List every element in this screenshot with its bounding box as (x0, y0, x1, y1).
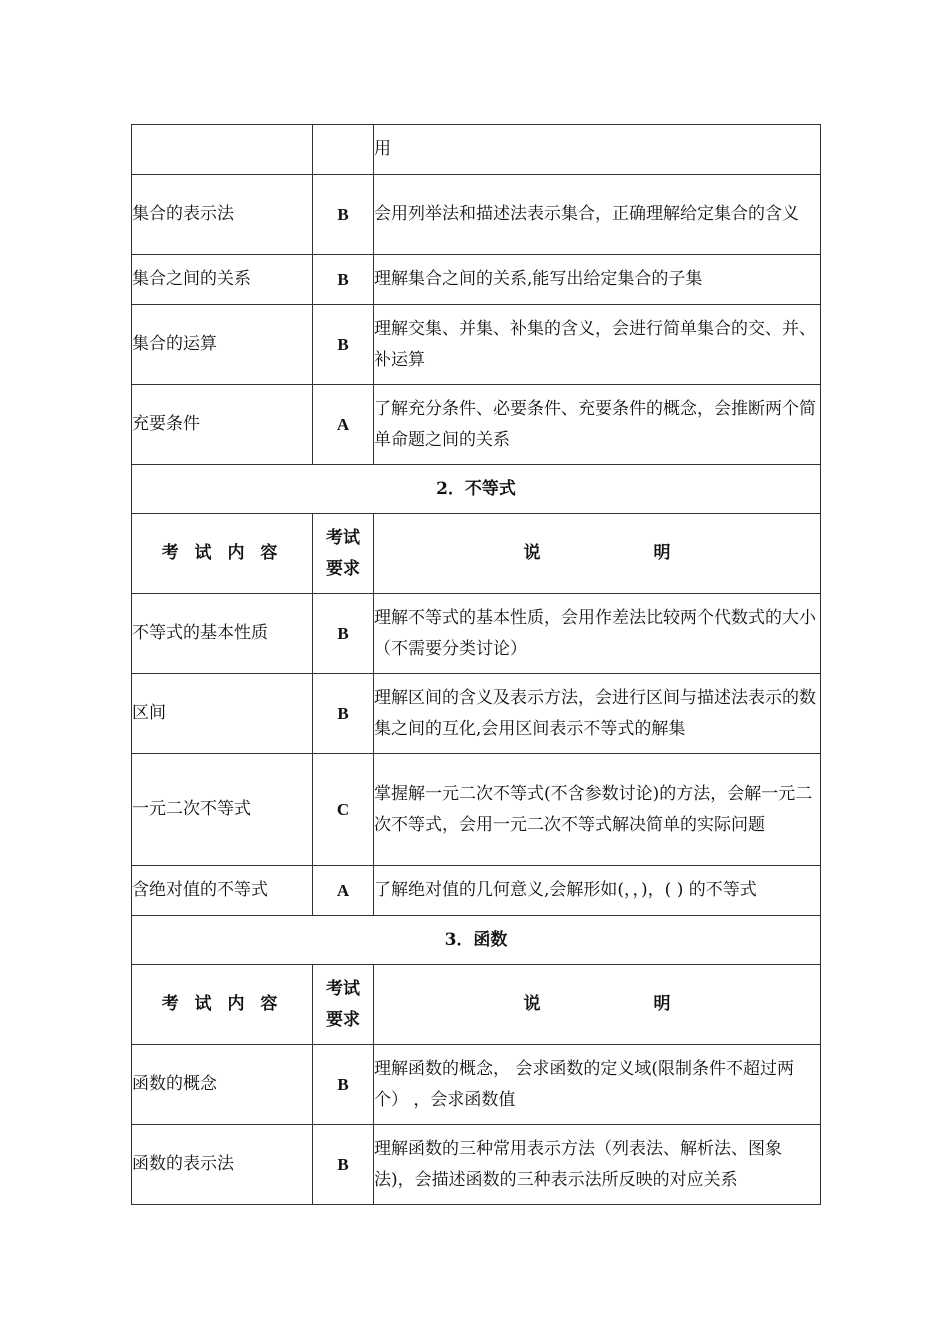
description-cell: 理解函数的概念， 会求函数的定义域(限制条件不超过两个） ，会求函数值 (374, 1045, 821, 1125)
content-cell: 不等式的基本性质 (132, 594, 313, 674)
description-cell: 理解函数的三种常用表示方法（列表法、解析法、图象法)，会描述函数的三种表示法所反映的对应关系 (374, 1125, 821, 1205)
description-cell: 了解绝对值的几何意义,会解形如(，，)，( ) 的不等式 (374, 866, 821, 916)
table-row (132, 1125, 821, 1205)
description-cell: 理解不等式的基本性质，会用作差法比较两个代数式的大小（不需要分类讨论） (374, 594, 821, 674)
table-row (132, 385, 821, 465)
description-cell: 理解集合之间的关系,能写出给定集合的子集 (374, 255, 821, 305)
table-row (132, 866, 821, 916)
table-row (132, 305, 821, 385)
content-cell (132, 125, 313, 175)
table-row (132, 175, 821, 255)
level-cell: A (313, 866, 374, 916)
header-content: 考 试 内 容 (132, 514, 313, 594)
header-requirement-line1: 考试 (326, 527, 360, 548)
requirements-table (131, 124, 821, 1205)
table-row (132, 594, 821, 674)
description-cell: 用 (374, 125, 821, 175)
level-cell: B (313, 1125, 374, 1205)
content-cell: 集合的运算 (132, 305, 313, 385)
level-cell: B (313, 175, 374, 255)
content-cell: 函数的表示法 (132, 1125, 313, 1205)
content-cell: 集合的表示法 (132, 175, 313, 255)
table-row (132, 255, 821, 305)
table-row (132, 674, 821, 754)
level-cell: B (313, 674, 374, 754)
header-description (374, 514, 821, 594)
header-description (374, 965, 821, 1045)
section-title: 2．不等式 (132, 465, 821, 514)
section-title-row (132, 465, 821, 514)
table-row (132, 754, 821, 866)
header-row (132, 965, 821, 1045)
section-title: 3．函数 (132, 916, 821, 965)
level-cell: B (313, 594, 374, 674)
content-cell: 一元二次不等式 (132, 754, 313, 866)
content-cell: 含绝对值的不等式 (132, 866, 313, 916)
header-requirement-line2: 要求 (326, 1009, 360, 1030)
level-cell: B (313, 305, 374, 385)
header-description-a: 说 (523, 543, 541, 563)
content-cell: 函数的概念 (132, 1045, 313, 1125)
description-cell: 理解交集、并集、补集的含义，会进行简单集合的交、并、补运算 (374, 305, 821, 385)
description-cell: 掌握解一元二次不等式(不含参数讨论)的方法，会解一元二次不等式，会用一元二次不等式解决简单的实际问题 (374, 754, 821, 866)
level-cell: A (313, 385, 374, 465)
content-cell: 集合之间的关系 (132, 255, 313, 305)
section-title-row (132, 916, 821, 965)
table-row (132, 125, 821, 175)
level-cell: B (313, 1045, 374, 1125)
header-description-a: 说 (523, 994, 541, 1014)
level-cell: B (313, 255, 374, 305)
level-cell (313, 125, 374, 175)
description-cell: 会用列举法和描述法表示集合，正确理解给定集合的含义 (374, 175, 821, 255)
description-cell: 了解充分条件、必要条件、充要条件的概念，会推断两个简单命题之间的关系 (374, 385, 821, 465)
header-requirement (313, 965, 374, 1045)
content-cell: 充要条件 (132, 385, 313, 465)
header-description-b: 明 (653, 994, 671, 1014)
description-cell: 理解区间的含义及表示方法，会进行区间与描述法表示的数集之间的互化,会用区间表示不等式的解集 (374, 674, 821, 754)
header-requirement (313, 514, 374, 594)
header-description-b: 明 (653, 543, 671, 563)
table-row (132, 1045, 821, 1125)
header-content: 考 试 内 容 (132, 965, 313, 1045)
header-requirement-line1: 考试 (326, 978, 360, 999)
content-cell: 区间 (132, 674, 313, 754)
level-cell: C (313, 754, 374, 866)
header-row (132, 514, 821, 594)
header-requirement-line2: 要求 (326, 558, 360, 579)
